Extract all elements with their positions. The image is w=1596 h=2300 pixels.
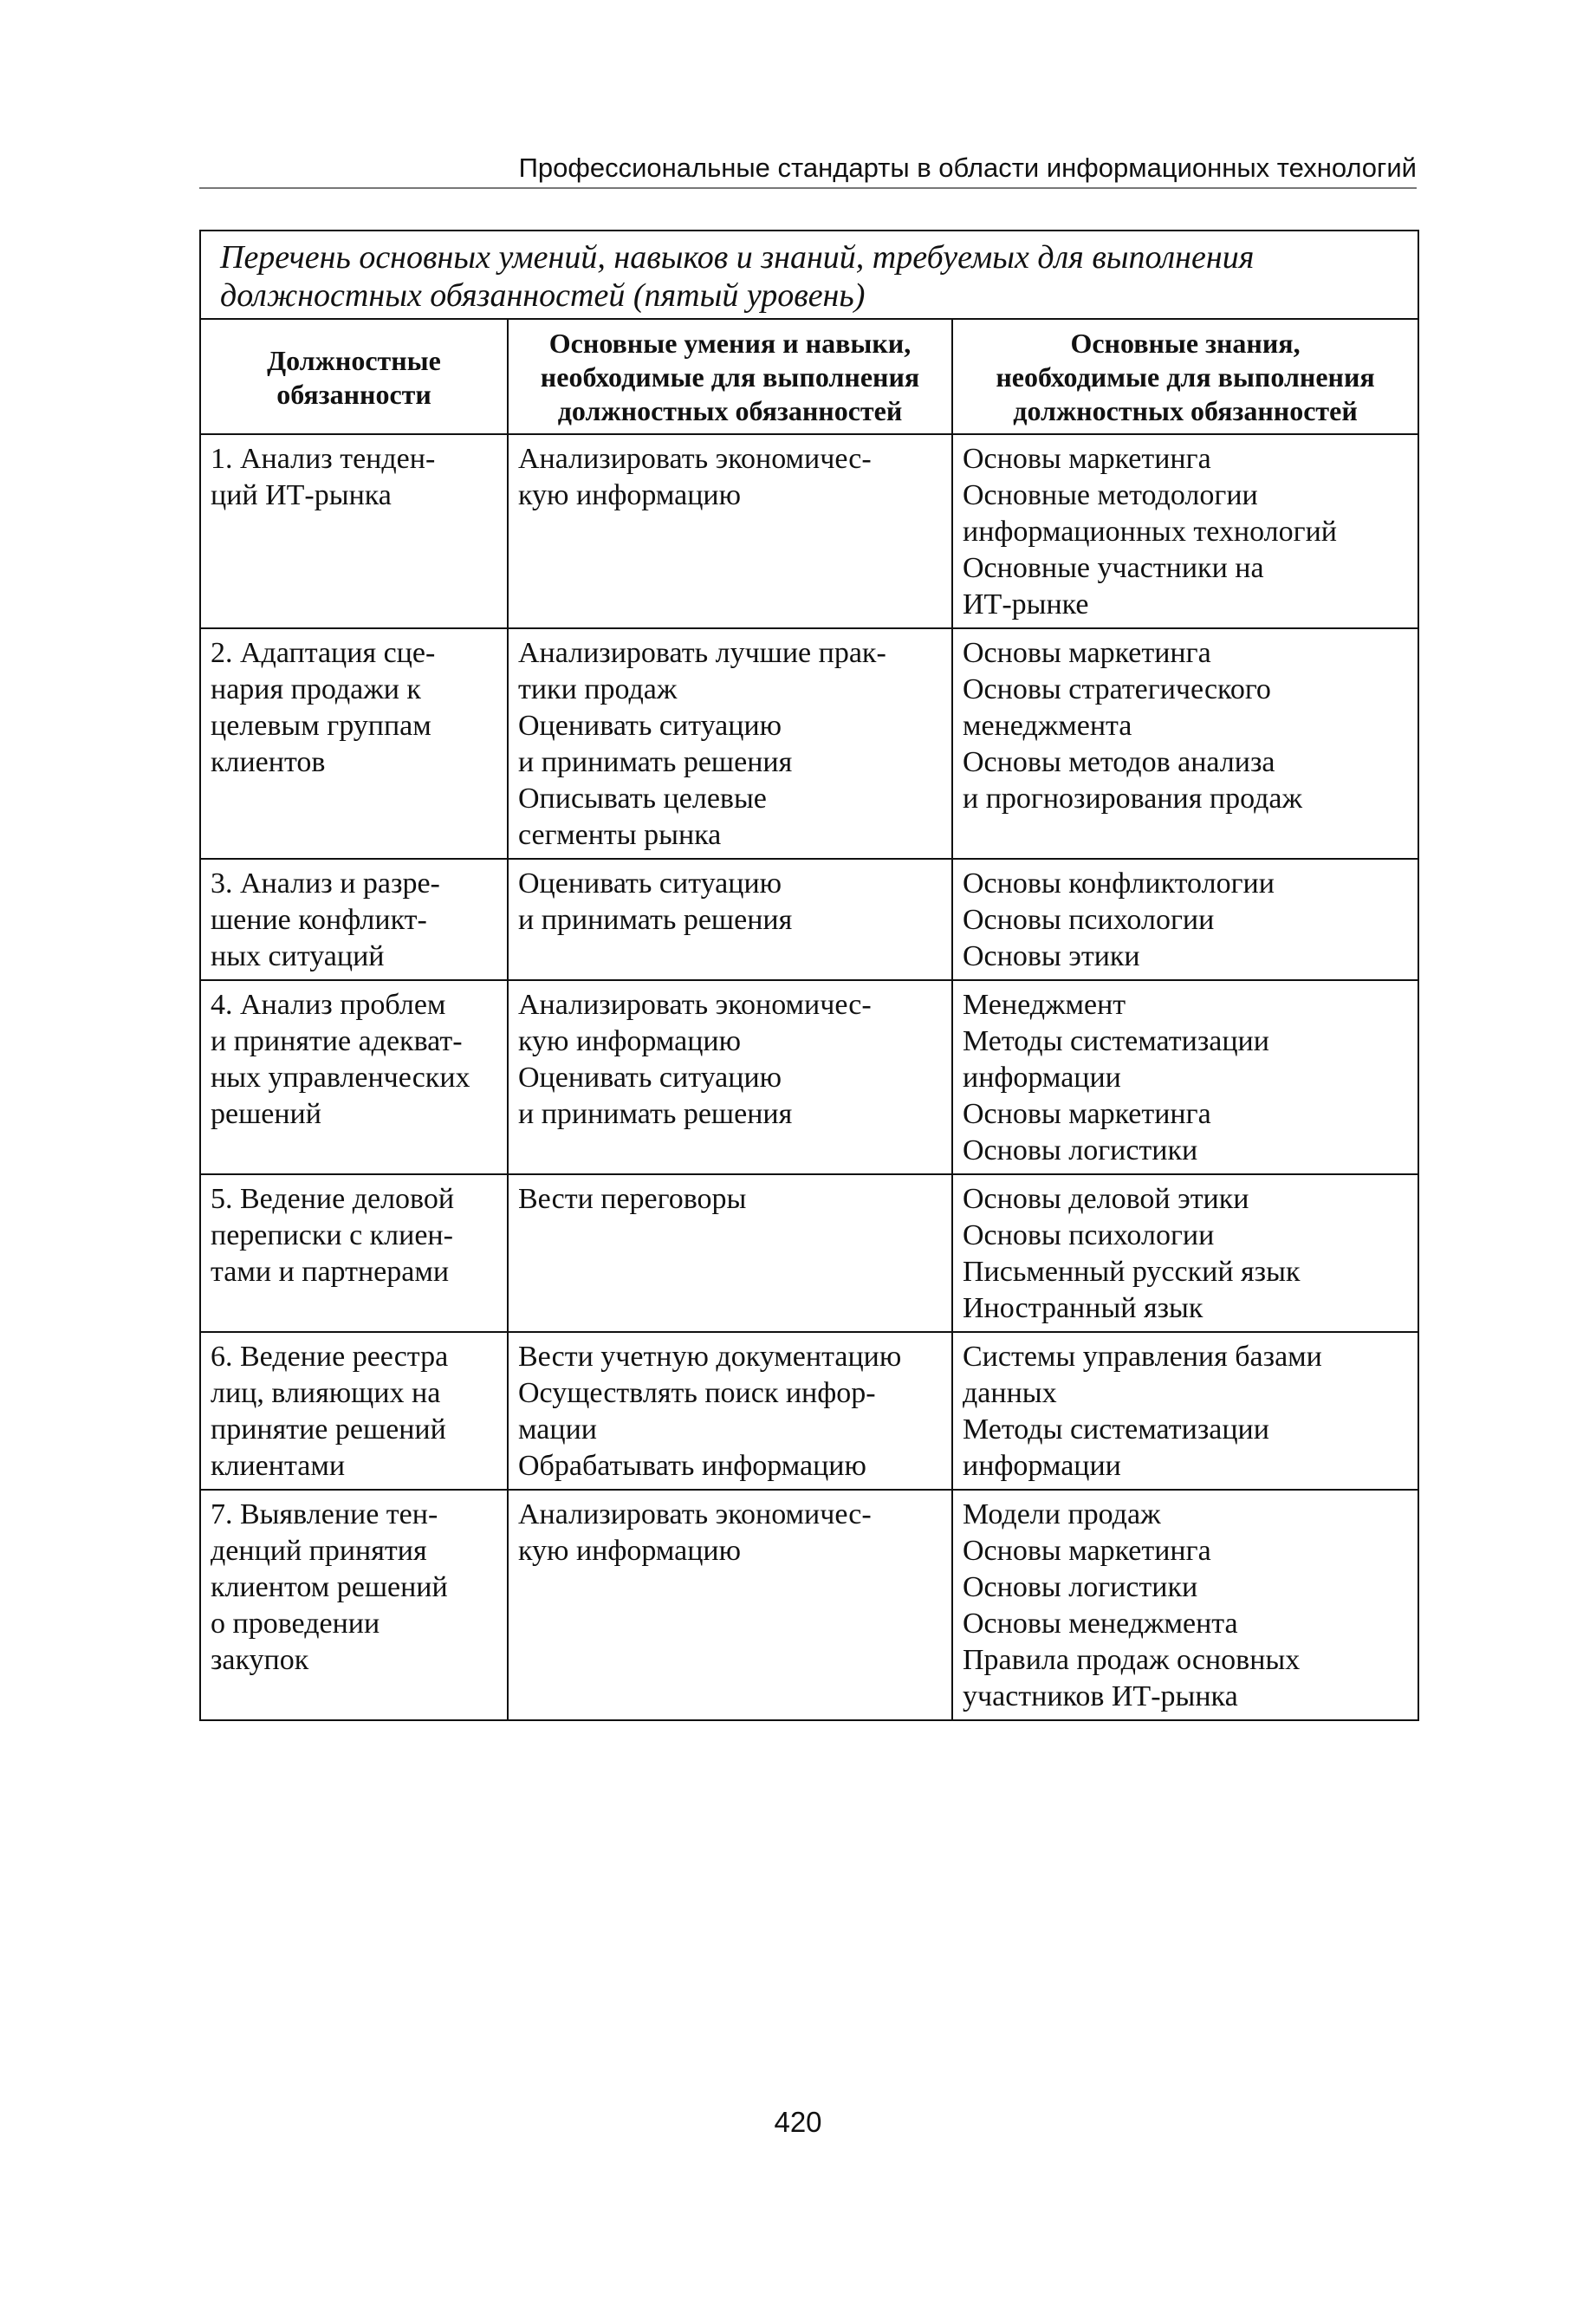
header-line: обязанности [276, 378, 431, 410]
duty-cell [200, 1332, 508, 1490]
cell-line: решений [211, 1098, 321, 1130]
cell-line: Основы маркетинга [963, 1098, 1211, 1130]
cell-line: Методы систематизации [963, 1413, 1269, 1446]
knowledge-cell [952, 859, 1418, 980]
cell-line: и принимать решения [518, 904, 793, 936]
cell-line: Анализировать экономичес- [518, 989, 872, 1021]
skills-cell [508, 628, 952, 859]
skills-cell [508, 859, 952, 980]
header-line: Должностные [267, 344, 441, 376]
table-row [200, 1490, 1418, 1720]
cell-line: кую информацию [518, 1535, 742, 1567]
caption-line: Перечень основных умений, навыков и знаний, требуемых для выполнения [220, 239, 1255, 276]
cell-line: Вести переговоры [518, 1183, 747, 1215]
cell-line: кую информацию [518, 1025, 742, 1057]
cell-line: Модели продаж [963, 1498, 1161, 1530]
skills-cell [508, 434, 952, 628]
cell-line: целевым группам [211, 710, 431, 742]
cell-line: 7. Выявление тен- [211, 1498, 438, 1530]
cell-line: Осуществлять поиск инфор- [518, 1377, 876, 1409]
cell-line: 2. Адаптация сце- [211, 637, 436, 669]
cell-line: переписки с клиен- [211, 1219, 453, 1251]
cell-line: 3. Анализ и разре- [211, 867, 440, 900]
cell-line: сегменты рынка [518, 819, 722, 851]
header-line: должностных обязанностей [557, 395, 903, 426]
cell-line: шение конфликт- [211, 904, 427, 936]
cell-line: Основы логистики [963, 1571, 1198, 1603]
caption-line: должностных обязанностей (пятый уровень) [220, 277, 866, 314]
skills-knowledge-table [199, 230, 1419, 1721]
duty-cell [200, 859, 508, 980]
cell-line: мации [518, 1413, 597, 1446]
cell-line: Основы психологии [963, 904, 1215, 936]
cell-line: Основы психологии [963, 1219, 1215, 1251]
cell-line: и принимать решения [518, 746, 793, 778]
table-row [200, 1174, 1418, 1332]
cell-line: Основы деловой этики [963, 1183, 1249, 1215]
table-caption [200, 231, 1418, 319]
table-row [200, 980, 1418, 1174]
cell-line: тами и партнерами [211, 1256, 450, 1288]
cell-line: ных управленческих [211, 1062, 470, 1094]
table-row [200, 1332, 1418, 1490]
duty-cell [200, 1490, 508, 1720]
cell-line: Иностранный язык [963, 1292, 1203, 1324]
cell-line: и прогнозирования продаж [963, 783, 1302, 815]
cell-line: Менеджмент [963, 989, 1126, 1021]
column-header-duties [200, 319, 508, 434]
cell-line: Основы этики [963, 940, 1140, 972]
cell-line: Обрабатывать информацию [518, 1450, 866, 1482]
header-line: должностных обязанностей [1013, 395, 1358, 426]
cell-line: менеджмента [963, 710, 1132, 742]
cell-line: нария продажи к [211, 673, 421, 705]
table-body [200, 434, 1418, 1720]
cell-line: информационных технологий [963, 516, 1337, 548]
duty-cell [200, 1174, 508, 1332]
cell-line: ных ситуаций [211, 940, 385, 972]
cell-line: Методы систематизации [963, 1025, 1269, 1057]
duty-cell [200, 628, 508, 859]
table-row [200, 434, 1418, 628]
cell-line: Основы конфликтологии [963, 867, 1275, 900]
cell-line: Анализировать экономичес- [518, 1498, 872, 1530]
knowledge-cell [952, 1174, 1418, 1332]
duty-cell [200, 434, 508, 628]
cell-line: Анализировать экономичес- [518, 443, 872, 475]
cell-line: 6. Ведение реестра [211, 1341, 449, 1373]
cell-line: 5. Ведение деловой [211, 1183, 455, 1215]
cell-line: Основные участники на [963, 552, 1264, 584]
cell-line: Основы маркетинга [963, 443, 1211, 475]
running-header-title: Профессиональные стандарты в области информационных технологий [518, 153, 1417, 183]
cell-line: 4. Анализ проблем [211, 989, 446, 1021]
cell-line: Описывать целевые [518, 783, 767, 815]
knowledge-cell [952, 628, 1418, 859]
cell-line: клиентов [211, 746, 326, 778]
cell-line: кую информацию [518, 479, 742, 511]
cell-line: информации [963, 1450, 1121, 1482]
column-header-row [200, 319, 1418, 434]
skills-cell [508, 1332, 952, 1490]
skills-cell [508, 1490, 952, 1720]
cell-line: Основы маркетинга [963, 1535, 1211, 1567]
cell-line: ИТ-рынке [963, 588, 1089, 620]
cell-line: Оценивать ситуацию [518, 867, 782, 900]
cell-line: Анализировать лучшие прак- [518, 637, 886, 669]
header-line: Основные умения и навыки, [548, 328, 912, 359]
cell-line: Вести учетную документацию [518, 1341, 902, 1373]
table-row [200, 628, 1418, 859]
cell-line: клиентами [211, 1450, 346, 1482]
table-caption-row [200, 231, 1418, 319]
cell-line: Правила продаж основных [963, 1644, 1301, 1676]
cell-line: 1. Анализ тенден- [211, 443, 436, 475]
cell-line: принятие решений [211, 1413, 446, 1446]
cell-line: Основы стратегического [963, 673, 1271, 705]
cell-line: Основные методологии [963, 479, 1258, 511]
cell-line: Основы логистики [963, 1134, 1198, 1166]
knowledge-cell [952, 1490, 1418, 1720]
cell-line: Оценивать ситуацию [518, 710, 782, 742]
header-rule [199, 187, 1417, 189]
cell-line: и принятие адекват- [211, 1025, 463, 1057]
knowledge-cell [952, 980, 1418, 1174]
cell-line: Основы маркетинга [963, 637, 1211, 669]
page-number: 420 [774, 2106, 822, 2138]
knowledge-cell [952, 434, 1418, 628]
cell-line: тики продаж [518, 673, 678, 705]
cell-line: лиц, влияющих на [211, 1377, 441, 1409]
cell-line: Основы менеджмента [963, 1608, 1238, 1640]
cell-line: Письменный русский язык [963, 1256, 1301, 1288]
cell-line: данных [963, 1377, 1057, 1409]
cell-line: денций принятия [211, 1535, 427, 1567]
header-line: Основные знания, [1070, 328, 1301, 359]
cell-line: Оценивать ситуацию [518, 1062, 782, 1094]
cell-line: и принимать решения [518, 1098, 793, 1130]
column-header-skills [508, 319, 952, 434]
cell-line: Системы управления базами [963, 1341, 1322, 1373]
cell-line: Основы методов анализа [963, 746, 1275, 778]
table-row [200, 859, 1418, 980]
cell-line: закупок [211, 1644, 309, 1676]
cell-line: клиентом решений [211, 1571, 448, 1603]
header-line: необходимые для выполнения [540, 361, 920, 393]
skills-cell [508, 980, 952, 1174]
duty-cell [200, 980, 508, 1174]
cell-line: о проведении [211, 1608, 380, 1640]
header-line: необходимые для выполнения [996, 361, 1375, 393]
cell-line: информации [963, 1062, 1121, 1094]
cell-line: участников ИТ-рынка [963, 1680, 1238, 1712]
cell-line: ций ИТ-рынка [211, 479, 392, 511]
column-header-knowledge [952, 319, 1418, 434]
knowledge-cell [952, 1332, 1418, 1490]
skills-cell [508, 1174, 952, 1332]
